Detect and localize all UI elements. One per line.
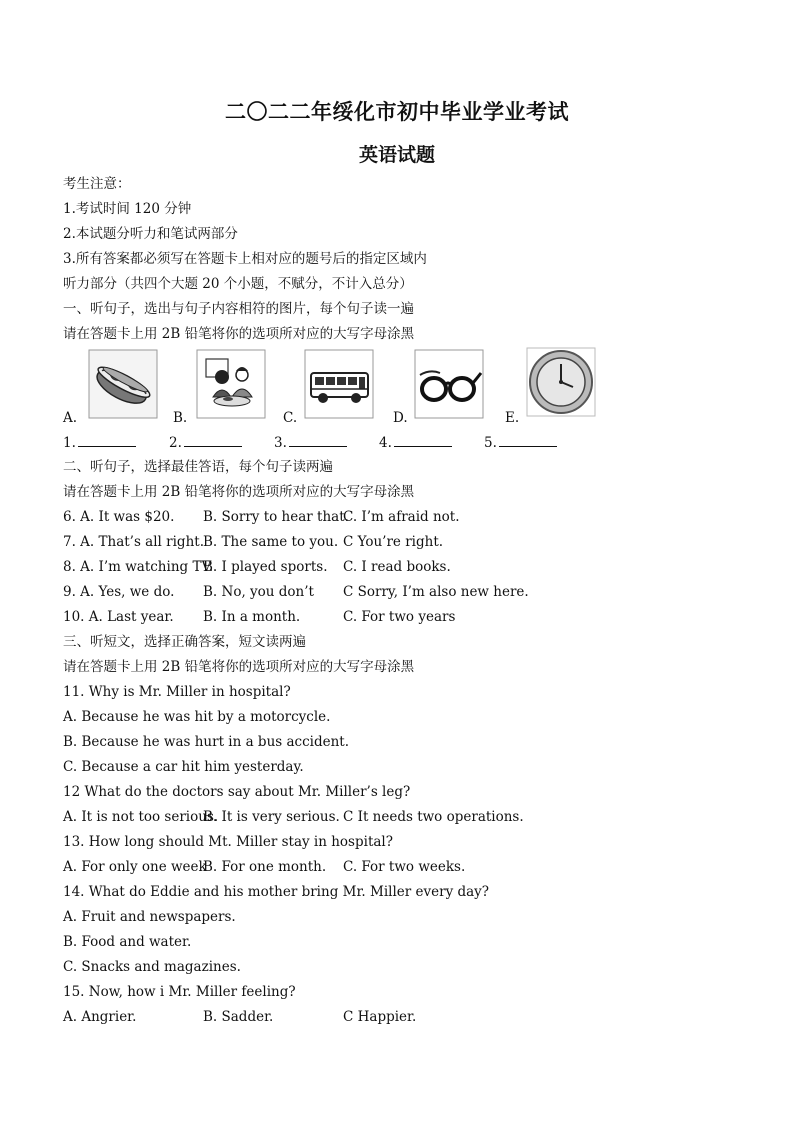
option-b: B. Because he was hurt in a bus accident. [63,734,350,750]
picture-label-b: B. [173,410,188,426]
glasses-icon [414,349,484,419]
option-b: B. It is very serious. [203,809,340,825]
option-c: C You’re right. [343,534,444,550]
blank-number: 4. [379,435,392,451]
option-c: C. Snacks and magazines. [63,959,241,975]
section2-heading: 二、听句子，选择最佳答语，每个句子读两遍 [63,459,333,475]
notice-item: 2.本试题分听力和笔试两部分 [63,226,238,242]
question-13: 13. How long should Mt. Miller stay in hospital? [63,834,393,850]
question-11: 11. Why is Mr. Miller in hospital? [63,684,291,700]
question-14: 14. What do Eddie and his mother bring Mr. Miller every day? [63,884,490,900]
bus-icon [304,349,374,419]
option-b: B. In a month. [203,609,301,625]
option-a: A. It is not too serious. [63,809,219,825]
people-eating-icon [196,349,266,419]
section2-instruction: 请在答题卡上用 2B 铅笔将你的选项所对应的大写字母涂黑 [63,484,415,500]
option-a: A. Fruit and newspapers. [63,909,236,925]
answer-blank[interactable] [379,434,452,452]
answer-blank[interactable] [63,434,136,452]
option-a: 9. A. Yes, we do. [63,584,175,600]
option-a: A. Angrier. [63,1009,137,1025]
picture-label-e: E. [505,410,520,426]
question-12: 12 What do the doctors say about Mr. Miller’s leg? [63,784,411,800]
option-c: C Happier. [343,1009,417,1025]
picture-label-d: D. [393,410,408,426]
option-b: B. I played sports. [203,559,328,575]
hotdog-icon [88,349,158,419]
exam-title: 二〇二二年绥化市初中毕业学业考试 [225,99,569,124]
blank-number: 2. [169,435,182,451]
option-a: 8. A. I’m watching TV. [63,559,214,575]
section1-heading: 一、听句子，选出与句子内容相符的图片，每个句子读一遍 [63,301,414,317]
blank-number: 3. [274,435,287,451]
option-c: C. Because a car hit him yesterday. [63,759,304,775]
blank-number: 1. [63,435,76,451]
answer-blank[interactable] [169,434,242,452]
option-a: 10. A. Last year. [63,609,174,625]
notice-item: 1.考试时间 120 分钟 [63,201,192,217]
option-c: C Sorry, I’m also new here. [343,584,529,600]
section3-heading: 三、听短文，选择正确答案，短文读两遍 [63,634,306,650]
clock-icon [526,347,596,417]
listening-intro: 听力部分（共四个大题 20 个小题，不赋分，不计入总分） [63,276,413,292]
section1-instruction: 请在答题卡上用 2B 铅笔将你的选项所对应的大写字母涂黑 [63,326,415,342]
option-b: B. For one month. [203,859,327,875]
option-c: C. I read books. [343,559,451,575]
option-b: B. No, you don’t [203,584,314,600]
picture-label-c: C. [283,410,298,426]
question-15: 15. Now, how i Mr. Miller feeling? [63,984,296,1000]
exam-subtitle: 英语试题 [358,144,435,166]
option-a: 7. A. That’s all right. [63,534,204,550]
option-c: C. For two weeks. [343,859,466,875]
option-b: B. Sorry to hear that. [203,509,349,525]
option-b: B. Food and water. [63,934,192,950]
picture-label-a: A. [63,410,78,426]
option-a: 6. A. It was $20. [63,509,175,525]
section3-instruction: 请在答题卡上用 2B 铅笔将你的选项所对应的大写字母涂黑 [63,659,415,675]
answer-blank[interactable] [484,434,557,452]
answer-blank[interactable] [274,434,347,452]
notice-heading: 考生注意： [63,176,131,192]
option-b: B. Sadder. [203,1009,274,1025]
option-b: B. The same to you. [203,534,339,550]
option-a: A. For only one week [63,859,207,875]
option-c: C It needs two operations. [343,809,524,825]
blank-number: 5. [484,435,497,451]
option-c: C. For two years [343,609,456,625]
option-a: A. Because he was hit by a motorcycle. [63,709,331,725]
notice-item: 3.所有答案都必须写在答题卡上相对应的题号后的指定区域内 [63,251,427,267]
option-c: C. I’m afraid not. [343,509,460,525]
